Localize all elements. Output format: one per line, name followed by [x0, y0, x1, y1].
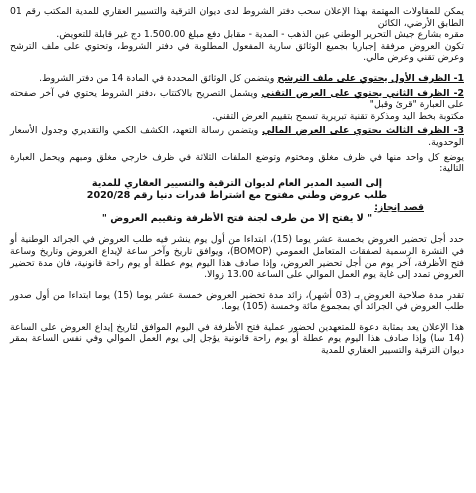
- intro-line: يمكن للمقاولات المهتمة بهذا الإعلان سحب دفتر الشروط لدى ديوان الترقية والتسيير العقاري للمدية المكتب رقم 01 الطابق الأرضي، الكائن: [10, 6, 464, 29]
- intro-line: تكون العروض مرفقة إجباريا بجميع الوثائق سارية المفعول المطلوبة في دفتر الشروط، وتحتوي على ملف الترشح وعرض تقني وعرض مالي.: [10, 40, 464, 64]
- address-line-recipient: إلى السيد المدير العام لديوان الترقية والتسيير العقاري للمدية: [91, 177, 383, 189]
- item-3: [10, 125, 464, 148]
- envelope-instructions: يوضع كل واحد منها في ظرف مغلق ومختوم وتوضع الملفات الثلاثة في ظرف خارجي مغلق ومبهم ويحمل العبارة التالية:: [10, 151, 464, 175]
- address-line-warning: " لا يفتح إلا من طرف لجنة فتح الأظرفة وتقييم العروض ": [101, 213, 373, 225]
- item-3-text: ويتضمن رسالة التعهد، الكشف الكمي والتقديري وجدول الأسعار الوحدوية.: [10, 125, 464, 148]
- item-2-text-line2: مكتوبة بخط اليد ومذكرة تقنية تبريرية تسمح بتقييم العرض التقني.: [212, 110, 464, 122]
- item-2-text: ويشمل التصريح بالاكتتاب ،دفتر الشروط يحتوي في آخر صفحته على العبارة "قرئ وقبل": [10, 87, 464, 111]
- item-2-label: 2- الظرف الثاني يحتوي على العرض التقني: [261, 87, 464, 99]
- invitation-paragraph: هذا الإعلان يعد بمثابة دعوة للمتعهدين لحضور عملية فتح الأظرفة في اليوم الموافق لتاريخ إيداع العروض على الساعة (14 سا) وإذا صادف هذا اليوم يوم عطلة أو يوم راحة قانونية يؤجل إلى يوم العمل الموالي وفي نفس الساعة بمقر ديوان الترقية والتسيير العقاري للمدية: [10, 321, 464, 357]
- address-line-tender: طلب عروض وطني مفتوح مع اشتراط قدرات دنيا رقم 2020/28: [86, 189, 388, 201]
- validity-paragraph: تقدر مدة صلاحية العروض بـ (03 أشهر)، زائد مدة تحضير العروض خمسة عشر يوما (15) يوما ابتداءا من أول صدور طلب العروض في الجرائد أي بمجموع مائة وخمسة (105) يوما.: [10, 289, 464, 313]
- item-1: [10, 73, 464, 85]
- item-2: [10, 88, 464, 123]
- intro-section: [10, 6, 464, 64]
- item-1-label: 1- الظرف الأول يحتوي على ملف الترشح: [277, 72, 464, 84]
- address-line-purpose: [10, 202, 464, 214]
- item-3-label: 3- الظرف الثالث يحتوي على العرض المالي: [262, 125, 464, 137]
- item-1-text: ويتضمن كل الوثائق المحددة في المادة 14 من دفتر الشروط.: [39, 72, 278, 84]
- envelope-address: [10, 178, 464, 226]
- intro-line: مقره بشارع جيش التحرير الوطني عين الذهب - المدية - مقابل دفع مبلغ 1.500.00 دج غير قابلة للتعويض.: [56, 29, 464, 41]
- address-purpose-label: قصد إنجاز:: [374, 201, 424, 213]
- deadline-paragraph: حدد أجل تحضير العروض بخمسة عشر يوما (15)، ابتداءا من أول يوم ينشر فيه طلب العروض في الجرائد الوطنية أو في النشرة الرسمية لصفقات المتعامل العمومي (BOMOP)، ويوافق تاريخ وآخر ساعة لإيداع العروض وتاريخ وساعة فتح الأظرفة، آخر يوم من أجل تحضير العروض، وإذا صادف هذا اليوم يوم عطلة أو يوم راحة قانونية، فان مدة تحضير العروض تمدد إلى غاية يوم العمل الموالي على الساعة 13.00 زوالا.: [10, 234, 464, 281]
